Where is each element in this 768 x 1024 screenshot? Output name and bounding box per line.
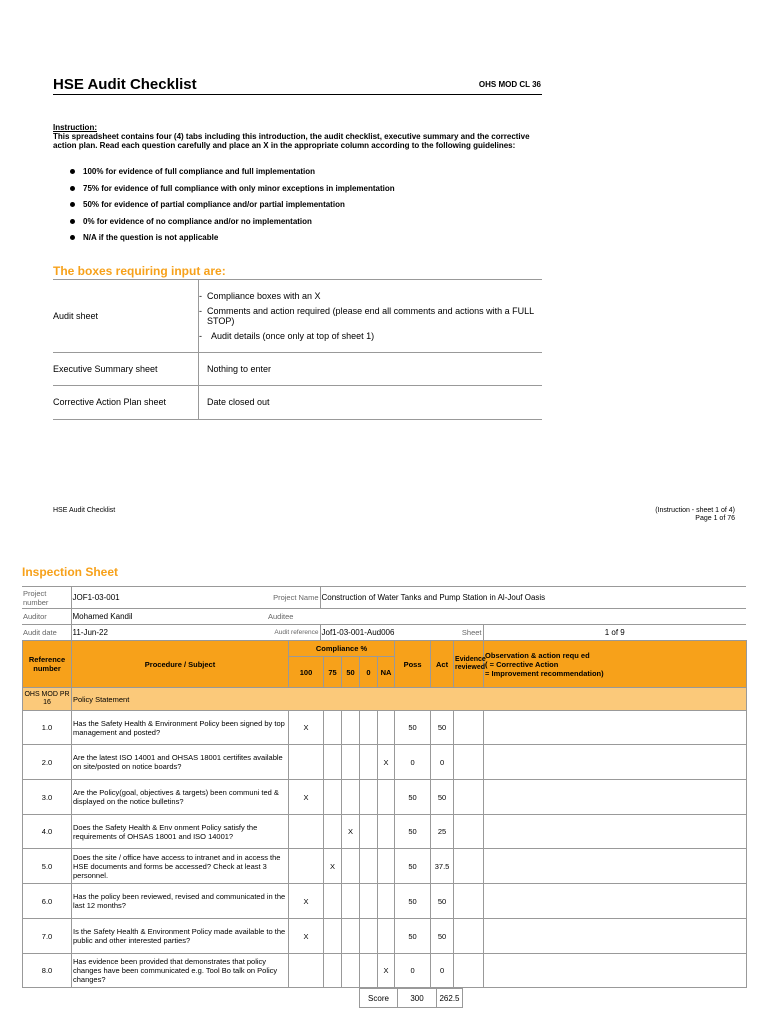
- document-title: HSE Audit Checklist: [53, 76, 197, 93]
- column-50: 50: [342, 657, 360, 688]
- box-item: Nothing to enter: [207, 363, 272, 374]
- score-poss: 300: [398, 989, 437, 1008]
- row-75[interactable]: [324, 745, 342, 780]
- row-na[interactable]: [378, 711, 395, 745]
- row-poss: 50: [395, 815, 431, 849]
- table-row: [23, 919, 747, 954]
- column-compliance: Compliance %: [289, 641, 395, 657]
- auditee[interactable]: [320, 609, 746, 625]
- column-100: 100: [289, 657, 324, 688]
- row-100[interactable]: X: [289, 780, 324, 815]
- row-act: 50: [431, 884, 454, 919]
- row-observation[interactable]: [484, 919, 747, 954]
- row-reference: 2.0: [23, 745, 72, 780]
- table-row: [23, 815, 747, 849]
- row-75[interactable]: [324, 884, 342, 919]
- column-reference: Reference number: [23, 641, 72, 688]
- instruction-block: [53, 123, 543, 150]
- row-100[interactable]: X: [289, 711, 324, 745]
- column-poss: Poss: [395, 641, 431, 688]
- row-poss: 0: [395, 745, 431, 780]
- row-75[interactable]: [324, 815, 342, 849]
- row-75[interactable]: [324, 954, 342, 988]
- column-evidence: Evidence reviewed: [454, 641, 484, 688]
- table-row: [23, 954, 747, 988]
- row-poss: 50: [395, 711, 431, 745]
- section-reference: OHS MOD PR 16: [23, 688, 72, 711]
- row-observation[interactable]: [484, 815, 747, 849]
- row-100[interactable]: [289, 954, 324, 988]
- row-50[interactable]: [342, 919, 360, 954]
- row-poss: 0: [395, 954, 431, 988]
- document-code: OHS MOD CL 36: [478, 80, 541, 89]
- table-row: [23, 780, 747, 815]
- row-50[interactable]: [342, 849, 360, 884]
- row-na[interactable]: [378, 780, 395, 815]
- row-evidence[interactable]: [454, 919, 484, 954]
- row-question: Has evidence been provided that demonstrates that policy changes have been communicated e.g. Tool Bo talk on Policy changes?: [72, 954, 289, 988]
- row-50[interactable]: [342, 745, 360, 780]
- row-50[interactable]: [342, 954, 360, 988]
- row-observation[interactable]: [484, 711, 747, 745]
- guideline-item: N/A if the question is not applicable: [70, 233, 550, 250]
- sheet-label: Sheet: [453, 625, 483, 641]
- row-observation[interactable]: [484, 745, 747, 780]
- auditee-label: Auditee: [267, 609, 320, 625]
- title-divider: [53, 94, 542, 95]
- row-0[interactable]: [360, 745, 378, 780]
- row-75[interactable]: [324, 780, 342, 815]
- row-100[interactable]: [289, 745, 324, 780]
- row-question: Is the Safety Health & Environment Policy made available to the public and other interested parties?: [72, 919, 289, 954]
- row-100[interactable]: X: [289, 919, 324, 954]
- column-act: Act: [431, 641, 454, 688]
- column-75: 75: [324, 657, 342, 688]
- row-observation[interactable]: [484, 849, 747, 884]
- observation-corrective: ( = Corrective Action: [485, 659, 559, 669]
- row-75[interactable]: [324, 711, 342, 745]
- row-poss: 50: [395, 919, 431, 954]
- observation-improvement: = Improvement recommendation): [485, 668, 604, 678]
- observation-title: Observation & action requ ed: [485, 650, 590, 660]
- row-100[interactable]: [289, 849, 324, 884]
- row-evidence[interactable]: [454, 745, 484, 780]
- box-item: - Comments and action required (please end all comments and actions with a FULL STOP): [207, 306, 542, 326]
- row-0[interactable]: [360, 954, 378, 988]
- row-evidence[interactable]: [454, 954, 484, 988]
- audit-details: [22, 586, 746, 641]
- row-na[interactable]: X: [378, 954, 395, 988]
- row-50[interactable]: [342, 884, 360, 919]
- column-procedure: Procedure / Subject: [72, 641, 289, 688]
- row-evidence[interactable]: [454, 849, 484, 884]
- row-poss: 50: [395, 780, 431, 815]
- project-number[interactable]: JOF1-03-001: [71, 587, 267, 609]
- row-observation[interactable]: [484, 954, 747, 988]
- box-label: Executive Summary sheet: [53, 352, 199, 385]
- row-act: 50: [431, 711, 454, 745]
- box-item: - Audit details (once only at top of sheet 1): [207, 331, 542, 341]
- row-question: Does the Safety Health & Env onment Policy satisfy the requirements of OHSAS 18001 and ISO 14001?: [72, 815, 289, 849]
- box-label: Corrective Action Plan sheet: [53, 385, 199, 419]
- score-row: [359, 988, 463, 1008]
- sheet-number[interactable]: 1 of 9: [483, 625, 746, 641]
- column-observation: [484, 641, 747, 688]
- box-item: Date closed out: [207, 397, 270, 407]
- row-0[interactable]: [360, 884, 378, 919]
- footer-sheet: (Instruction - sheet 1 of 4): [655, 507, 735, 514]
- row-question: Are the Policy(goal, objectives & targets) been communi ted & displayed on the notice bulletins?: [72, 780, 289, 815]
- row-na[interactable]: [378, 849, 395, 884]
- instruction-heading: Instruction:: [53, 123, 97, 132]
- row-na[interactable]: [378, 815, 395, 849]
- row-act: 50: [431, 780, 454, 815]
- row-reference: 1.0: [23, 711, 72, 745]
- checklist-rows: [23, 711, 747, 988]
- row-reference: 6.0: [23, 884, 72, 919]
- row-na[interactable]: X: [378, 745, 395, 780]
- column-na: NA: [378, 657, 395, 688]
- column-0: 0: [360, 657, 378, 688]
- checklist-table: [22, 640, 747, 988]
- score-act: 262.5: [437, 989, 463, 1008]
- row-question: Has the policy been reviewed, revised and communicated in the last 12 months?: [72, 884, 289, 919]
- row-poss: 50: [395, 884, 431, 919]
- row-evidence[interactable]: [454, 815, 484, 849]
- row-question: Has the Safety Health & Environment Policy been signed by top management and posted?: [72, 711, 289, 745]
- row-na[interactable]: [378, 884, 395, 919]
- project-name[interactable]: Construction of Water Tanks and Pump Station in Al-Jouf Oasis: [320, 587, 746, 609]
- row-0[interactable]: [360, 919, 378, 954]
- auditor-label: Auditor: [22, 609, 71, 625]
- row-act: 50: [431, 919, 454, 954]
- row-question: Are the latest ISO 14001 and OHSAS 18001 certifites available on site/posted on notice boards?: [72, 745, 289, 780]
- row-observation[interactable]: [484, 884, 747, 919]
- instruction-text: This spreadsheet contains four (4) tabs including this introduction, the audit checklist, executive summary and the corrective action plan. Read each question carefully and place an X in the appropriate column according to the following guidelines:: [53, 132, 530, 150]
- row-50[interactable]: [342, 780, 360, 815]
- input-boxes-heading: The boxes requiring input are:: [53, 264, 226, 278]
- row-act: 25: [431, 815, 454, 849]
- project-number-label: Project number: [22, 587, 71, 609]
- row-question: Does the site / office have access to intranet and in access the HSE documents and forms be accessed? Check at least 3 personnel.: [72, 849, 289, 884]
- inspection-heading: Inspection Sheet: [22, 565, 119, 579]
- audit-date[interactable]: 11-Jun-22: [71, 625, 267, 641]
- row-act: 0: [431, 954, 454, 988]
- auditor[interactable]: Mohamed Kandil: [71, 609, 267, 625]
- row-evidence[interactable]: [454, 780, 484, 815]
- row-reference: 8.0: [23, 954, 72, 988]
- row-act: 0: [431, 745, 454, 780]
- row-observation[interactable]: [484, 780, 747, 815]
- row-50[interactable]: [342, 711, 360, 745]
- table-row: [23, 711, 747, 745]
- table-row: [23, 849, 747, 884]
- guideline-item: 100% for evidence of full compliance and full implementation: [70, 167, 550, 184]
- row-75[interactable]: X: [324, 849, 342, 884]
- project-name-label: Project Name: [267, 587, 320, 609]
- guideline-item: 0% for evidence of no compliance and/or no implementation: [70, 217, 550, 234]
- table-row: [23, 884, 747, 919]
- audit-date-label: Audit date: [22, 625, 71, 641]
- section-title: Policy Statement: [72, 688, 747, 711]
- row-100[interactable]: [289, 815, 324, 849]
- row-50[interactable]: X: [342, 815, 360, 849]
- footer-page: Page 1 of 76: [695, 515, 735, 522]
- row-evidence[interactable]: [454, 884, 484, 919]
- footer-title: HSE Audit Checklist: [53, 507, 116, 514]
- row-0[interactable]: [360, 815, 378, 849]
- row-75[interactable]: [324, 919, 342, 954]
- row-reference: 5.0: [23, 849, 72, 884]
- guideline-list: [70, 167, 550, 250]
- row-act: 37.5: [431, 849, 454, 884]
- score-label: Score: [360, 989, 398, 1008]
- table-row: [23, 745, 747, 780]
- box-item: - Compliance boxes with an X: [207, 291, 542, 301]
- footer-page-info: [655, 507, 735, 523]
- row-poss: 50: [395, 849, 431, 884]
- row-na[interactable]: [378, 919, 395, 954]
- audit-reference[interactable]: Jof1-03-001-Aud006: [320, 625, 453, 641]
- row-0[interactable]: [360, 711, 378, 745]
- audit-reference-label: Audit reference: [267, 625, 320, 641]
- row-reference: 7.0: [23, 919, 72, 954]
- row-reference: 3.0: [23, 780, 72, 815]
- row-0[interactable]: [360, 849, 378, 884]
- box-label: Audit sheet: [53, 280, 199, 352]
- row-100[interactable]: X: [289, 884, 324, 919]
- row-0[interactable]: [360, 780, 378, 815]
- input-boxes-table: [53, 280, 542, 420]
- row-evidence[interactable]: [454, 711, 484, 745]
- guideline-item: 50% for evidence of partial compliance and/or partial implementation: [70, 200, 550, 217]
- row-reference: 4.0: [23, 815, 72, 849]
- guideline-item: 75% for evidence of full compliance with only minor exceptions in implementation: [70, 184, 550, 201]
